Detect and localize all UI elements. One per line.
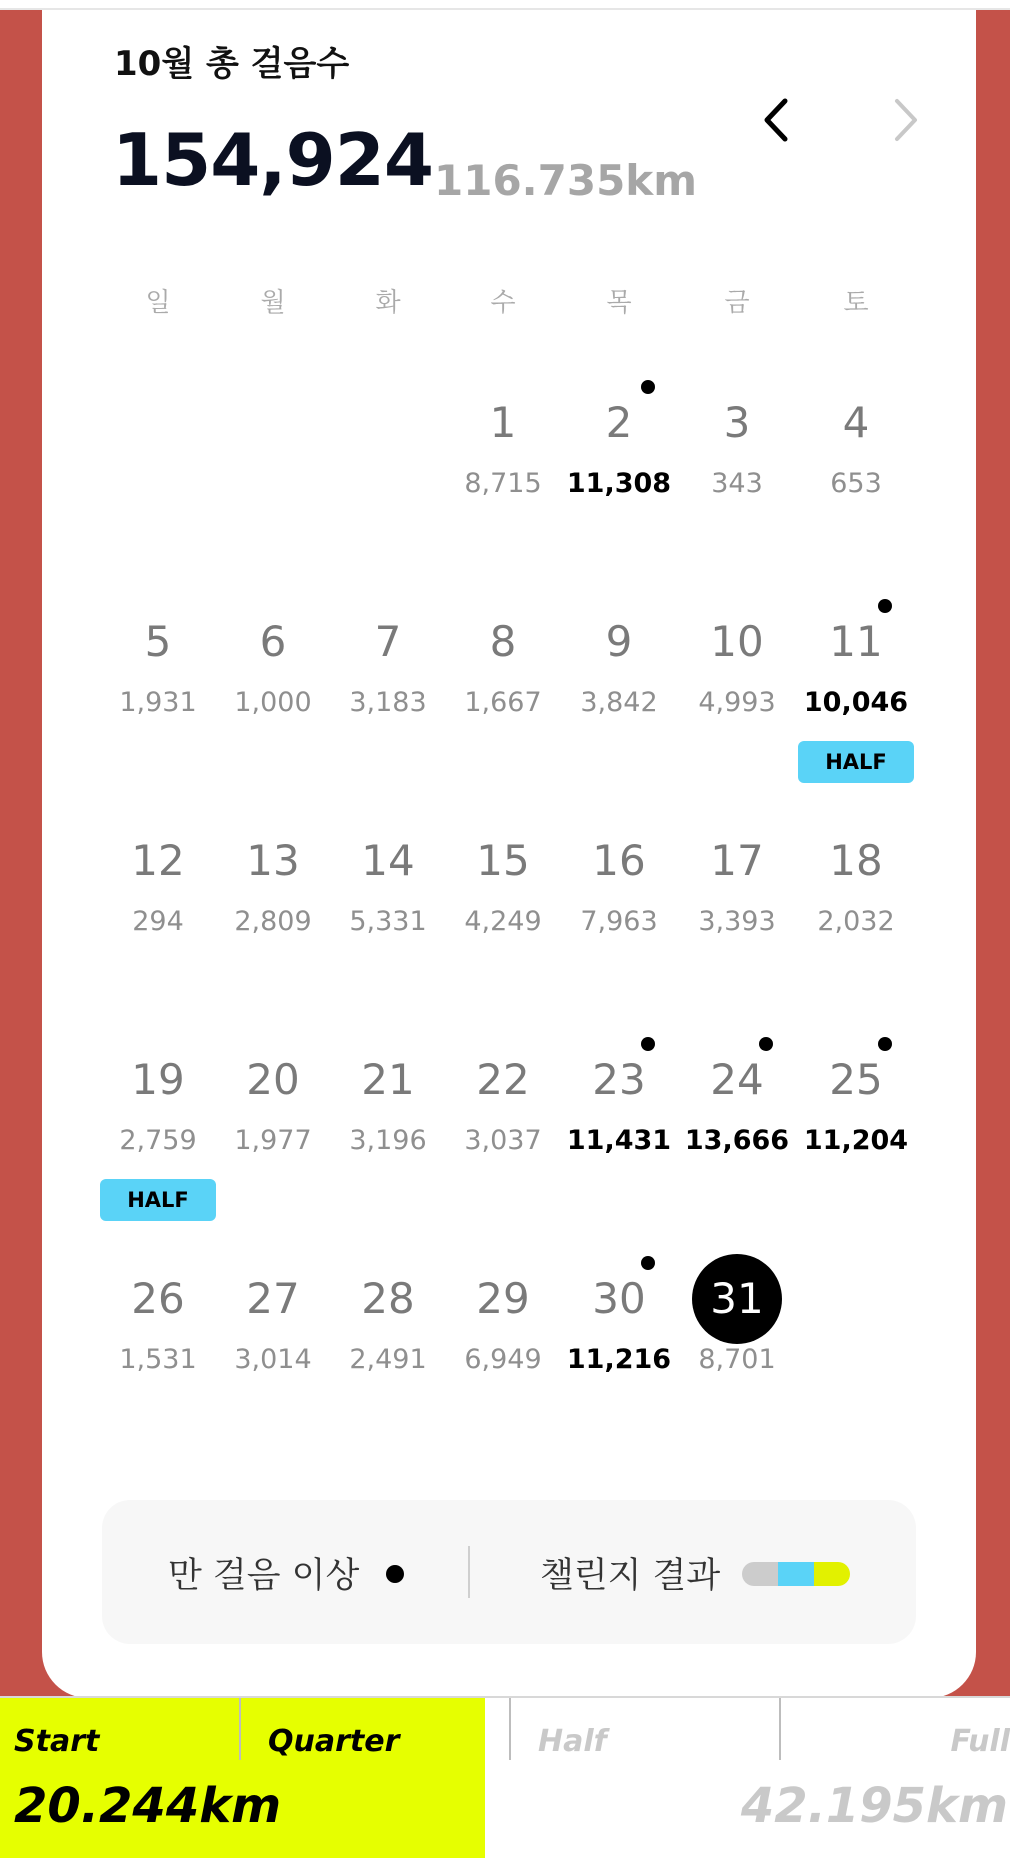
calendar-day[interactable] bbox=[99, 824, 217, 1024]
progress-divider bbox=[509, 1698, 511, 1760]
distance-progress-bar bbox=[0, 1696, 1010, 1858]
day-steps: 4,249 bbox=[464, 906, 542, 937]
day-steps: 3,393 bbox=[698, 906, 776, 937]
day-number: 3 bbox=[723, 398, 751, 447]
day-number: 16 bbox=[592, 836, 646, 885]
day-steps: 3,183 bbox=[349, 687, 427, 718]
day-number: 1 bbox=[489, 398, 517, 447]
over10k-dot-icon bbox=[641, 380, 655, 394]
legend-dot-icon bbox=[386, 1565, 404, 1583]
day-steps: 7,963 bbox=[580, 906, 658, 937]
prev-month-button[interactable] bbox=[742, 80, 812, 160]
day-number: 11 bbox=[829, 617, 883, 666]
day-steps: 1,531 bbox=[119, 1344, 197, 1375]
day-steps: 6,949 bbox=[464, 1344, 542, 1375]
calendar-day[interactable] bbox=[678, 605, 796, 805]
weekday-label: 금 bbox=[724, 288, 750, 318]
legend-swatch-gray bbox=[742, 1562, 778, 1586]
day-number: 8 bbox=[489, 617, 517, 666]
next-month-button[interactable] bbox=[870, 80, 940, 160]
calendar-day[interactable] bbox=[444, 605, 562, 805]
day-number: 23 bbox=[592, 1055, 646, 1104]
day-steps: 13,666 bbox=[684, 1125, 790, 1156]
day-number: 21 bbox=[361, 1055, 415, 1104]
calendar-day[interactable] bbox=[560, 1262, 678, 1462]
day-steps: 11,308 bbox=[566, 468, 672, 499]
calendar-day[interactable] bbox=[444, 824, 562, 1024]
day-number: 5 bbox=[144, 617, 172, 666]
progress-divider bbox=[779, 1698, 781, 1760]
calendar-day[interactable] bbox=[678, 1043, 796, 1243]
calendar-day[interactable] bbox=[329, 1262, 447, 1462]
day-number: 30 bbox=[592, 1274, 646, 1323]
progress-current-value: 20.244km bbox=[14, 1778, 282, 1834]
day-number: 24 bbox=[710, 1055, 764, 1104]
calendar-day[interactable] bbox=[99, 1043, 217, 1243]
day-steps: 10,046 bbox=[803, 687, 909, 718]
legend-divider bbox=[468, 1546, 470, 1598]
total-distance: 116.735km bbox=[434, 156, 697, 205]
day-number: 17 bbox=[710, 836, 764, 885]
day-steps: 1,667 bbox=[464, 687, 542, 718]
day-steps: 343 bbox=[711, 468, 763, 499]
challenge-badge: HALF bbox=[100, 1179, 216, 1221]
day-number: 12 bbox=[131, 836, 185, 885]
progress-divider bbox=[239, 1698, 241, 1760]
day-number: 27 bbox=[246, 1274, 300, 1323]
weekday-label: 목 bbox=[606, 288, 632, 318]
day-steps: 3,842 bbox=[580, 687, 658, 718]
progress-full-value: 42.195km bbox=[740, 1778, 1008, 1834]
month-title: 10월 총 걸음수 bbox=[114, 44, 350, 84]
calendar-day[interactable] bbox=[329, 824, 447, 1024]
calendar-day[interactable] bbox=[678, 386, 796, 586]
calendar-day[interactable] bbox=[797, 386, 915, 586]
calendar-day[interactable] bbox=[797, 1043, 915, 1243]
day-number: 19 bbox=[131, 1055, 185, 1104]
day-number: 6 bbox=[259, 617, 287, 666]
day-steps: 2,032 bbox=[817, 906, 895, 937]
day-steps: 2,491 bbox=[349, 1344, 427, 1375]
calendar-day[interactable] bbox=[560, 605, 678, 805]
calendar-day[interactable] bbox=[444, 386, 562, 586]
over10k-dot-icon bbox=[641, 1037, 655, 1051]
calendar-day[interactable] bbox=[797, 605, 915, 805]
selected-day-number: 31 bbox=[692, 1254, 782, 1344]
over10k-dot-icon bbox=[878, 1037, 892, 1051]
progress-quarter-label: Quarter bbox=[268, 1724, 400, 1759]
day-number: 14 bbox=[361, 836, 415, 885]
day-number: 26 bbox=[131, 1274, 185, 1323]
day-number: 4 bbox=[842, 398, 870, 447]
day-steps: 3,014 bbox=[234, 1344, 312, 1375]
day-steps: 3,037 bbox=[464, 1125, 542, 1156]
calendar-day[interactable] bbox=[214, 824, 332, 1024]
day-steps: 1,000 bbox=[234, 687, 312, 718]
calendar-day[interactable] bbox=[560, 386, 678, 586]
weekday-label: 토 bbox=[843, 288, 869, 318]
calendar-day[interactable] bbox=[560, 1043, 678, 1243]
day-number: 29 bbox=[476, 1274, 530, 1323]
day-steps: 294 bbox=[132, 906, 184, 937]
top-edge bbox=[0, 0, 1010, 10]
calendar-day[interactable] bbox=[444, 1043, 562, 1243]
progress-half-label: Half bbox=[538, 1724, 607, 1759]
legend-swatch-blue bbox=[778, 1562, 814, 1586]
day-number: 22 bbox=[476, 1055, 530, 1104]
day-steps: 1,931 bbox=[119, 687, 197, 718]
over10k-dot-icon bbox=[878, 599, 892, 613]
day-steps: 8,715 bbox=[464, 468, 542, 499]
calendar-day[interactable] bbox=[99, 605, 217, 805]
day-steps: 1,977 bbox=[234, 1125, 312, 1156]
progress-start-label: Start bbox=[14, 1724, 100, 1759]
calendar-day[interactable] bbox=[329, 1043, 447, 1243]
calendar-day[interactable] bbox=[797, 824, 915, 1024]
calendar-day[interactable] bbox=[214, 605, 332, 805]
day-steps: 653 bbox=[830, 468, 882, 499]
progress-full-label: Full bbox=[950, 1724, 1010, 1759]
day-steps: 11,216 bbox=[566, 1344, 672, 1375]
legend-swatch-yellow bbox=[814, 1562, 850, 1586]
day-number: 10 bbox=[710, 617, 764, 666]
over10k-dot-icon bbox=[641, 1256, 655, 1270]
day-number: 7 bbox=[374, 617, 402, 666]
day-steps: 2,759 bbox=[119, 1125, 197, 1156]
chevron-left-icon bbox=[757, 93, 797, 147]
day-number: 15 bbox=[476, 836, 530, 885]
weekday-label: 일 bbox=[145, 288, 171, 318]
weekday-label: 수 bbox=[490, 288, 516, 318]
day-number: 28 bbox=[361, 1274, 415, 1323]
day-number: 2 bbox=[605, 398, 633, 447]
day-number: 9 bbox=[605, 617, 633, 666]
calendar-day[interactable] bbox=[678, 824, 796, 1024]
day-steps: 5,331 bbox=[349, 906, 427, 937]
calendar-day[interactable] bbox=[444, 1262, 562, 1462]
calendar-card bbox=[42, 10, 976, 1698]
day-number: 20 bbox=[246, 1055, 300, 1104]
legend-over10k-label: 만 걸음 이상 bbox=[168, 1556, 360, 1596]
legend-challenge-label: 챌린지 결과 bbox=[540, 1556, 721, 1596]
challenge-badge: HALF bbox=[798, 741, 914, 783]
day-steps: 11,431 bbox=[566, 1125, 672, 1156]
day-number: 18 bbox=[829, 836, 883, 885]
calendar-day[interactable] bbox=[214, 1043, 332, 1243]
day-steps: 3,196 bbox=[349, 1125, 427, 1156]
calendar-day[interactable] bbox=[329, 605, 447, 805]
calendar-day[interactable] bbox=[99, 1262, 217, 1462]
over10k-dot-icon bbox=[759, 1037, 773, 1051]
calendar-day[interactable] bbox=[214, 1262, 332, 1462]
day-number: 13 bbox=[246, 836, 300, 885]
calendar-day[interactable] bbox=[560, 824, 678, 1024]
day-steps: 11,204 bbox=[803, 1125, 909, 1156]
total-steps: 154,924 bbox=[112, 118, 433, 202]
legend bbox=[102, 1500, 916, 1644]
day-steps: 4,993 bbox=[698, 687, 776, 718]
weekday-label: 화 bbox=[375, 288, 401, 318]
chevron-right-icon bbox=[885, 93, 925, 147]
calendar-day[interactable] bbox=[678, 1262, 796, 1462]
day-steps: 8,701 bbox=[698, 1344, 776, 1375]
day-steps: 2,809 bbox=[234, 906, 312, 937]
day-number: 25 bbox=[829, 1055, 883, 1104]
weekday-label: 월 bbox=[260, 288, 286, 318]
